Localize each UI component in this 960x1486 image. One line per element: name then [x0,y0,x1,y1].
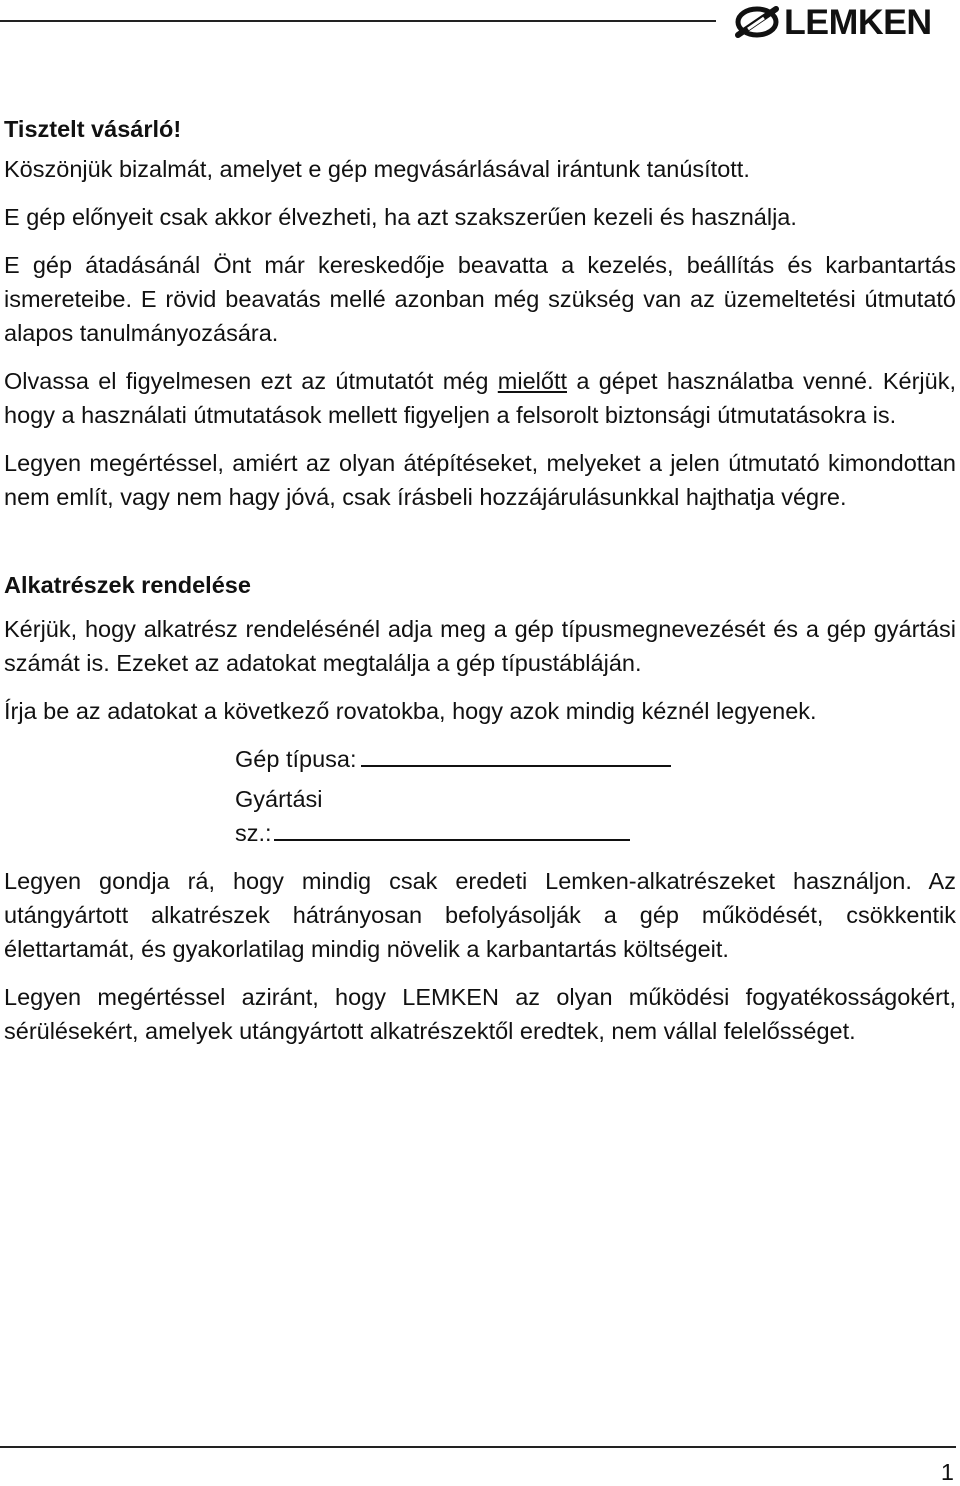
paragraph-ordering: Kérjük, hogy alkatrész rendelésénél adja meg a gép típusmegnevezését és a gép gyártási számát is. Ezeket az adatokat megtalálja a gép típustábláján. [4,616,956,676]
paragraph-handover: E gép átadásánál Önt már kereskedője beavatta a kezelés, beállítás és karbantartás ismereteibe. E rövid beavatás mellé azonban még szükség van az üzemeltetési útmutató alapos tanulmányozására. [4,252,956,346]
paragraph-write-data: Írja be az adatokat a következő rovatokba, hogy azok mindig kéznél legyenek. [4,698,817,724]
paragraph-modifications: Legyen megértéssel, amiért az olyan átépítéseket, melyeket a jelen útmutató kimondottan nem említ, vagy nem hagy jóvá, csak írásbeli hozzájárulásunkkal hajthatja végre. [4,450,956,510]
serial-number-row [235,782,956,850]
read-manual-emphasis: mielőtt [497,368,567,394]
serial-number-label-line2: sz.: [235,820,272,846]
document-body [4,112,956,1062]
machine-type-label: Gép típusa: [235,746,357,772]
machine-data-form [235,742,956,850]
paragraph-thanks: Köszönjük bizalmát, amelyet e gép megvásárlásával irántunk tanúsított. [4,156,750,182]
lemken-emblem-icon [734,5,780,39]
read-manual-text-2: a gépet használatba venné. Kérjük, hogy a használati útmutatások mellett figyeljen a felsorolt biztonsági útmutatásokra is. [4,368,956,428]
paragraph-advantages: E gép előnyeit csak akkor élvezheti, ha azt szakszerűen kezeli és használja. [4,204,797,230]
serial-number-field[interactable] [274,838,630,841]
paragraph-read-manual [4,364,956,432]
machine-type-field[interactable] [361,764,671,767]
read-manual-text-1: Olvassa el figyelmesen ezt az útmutatót még [4,368,498,394]
machine-type-row [235,742,956,776]
greeting: Tisztelt vásárló! [4,116,182,142]
header-rule [0,20,716,22]
brand-name: LEMKEN [784,2,932,42]
paragraph-original-parts: Legyen gondja rá, hogy mindig csak eredeti Lemken-alkatrészeket használjon. Az utángyártott alkatrészek hátrányosan befolyásolják a gép működését, csökkentik élettartamát, és gyakorlatilag mindig növelik a karbantartás költségeit. [4,868,956,962]
page-number: 1 [940,1459,954,1485]
lemken-logo [734,2,956,42]
paragraph-liability: Legyen megértéssel aziránt, hogy LEMKEN az olyan működési fogyatékosságokért, sérülésekért, amelyek utángyártott alkatrészektől eredtek, nem vállal felelősséget. [4,984,956,1044]
section-title-spare-parts: Alkatrészek rendelése [4,572,251,598]
serial-number-label-line1: Gyártási [235,786,323,812]
footer-rule [0,1446,956,1448]
